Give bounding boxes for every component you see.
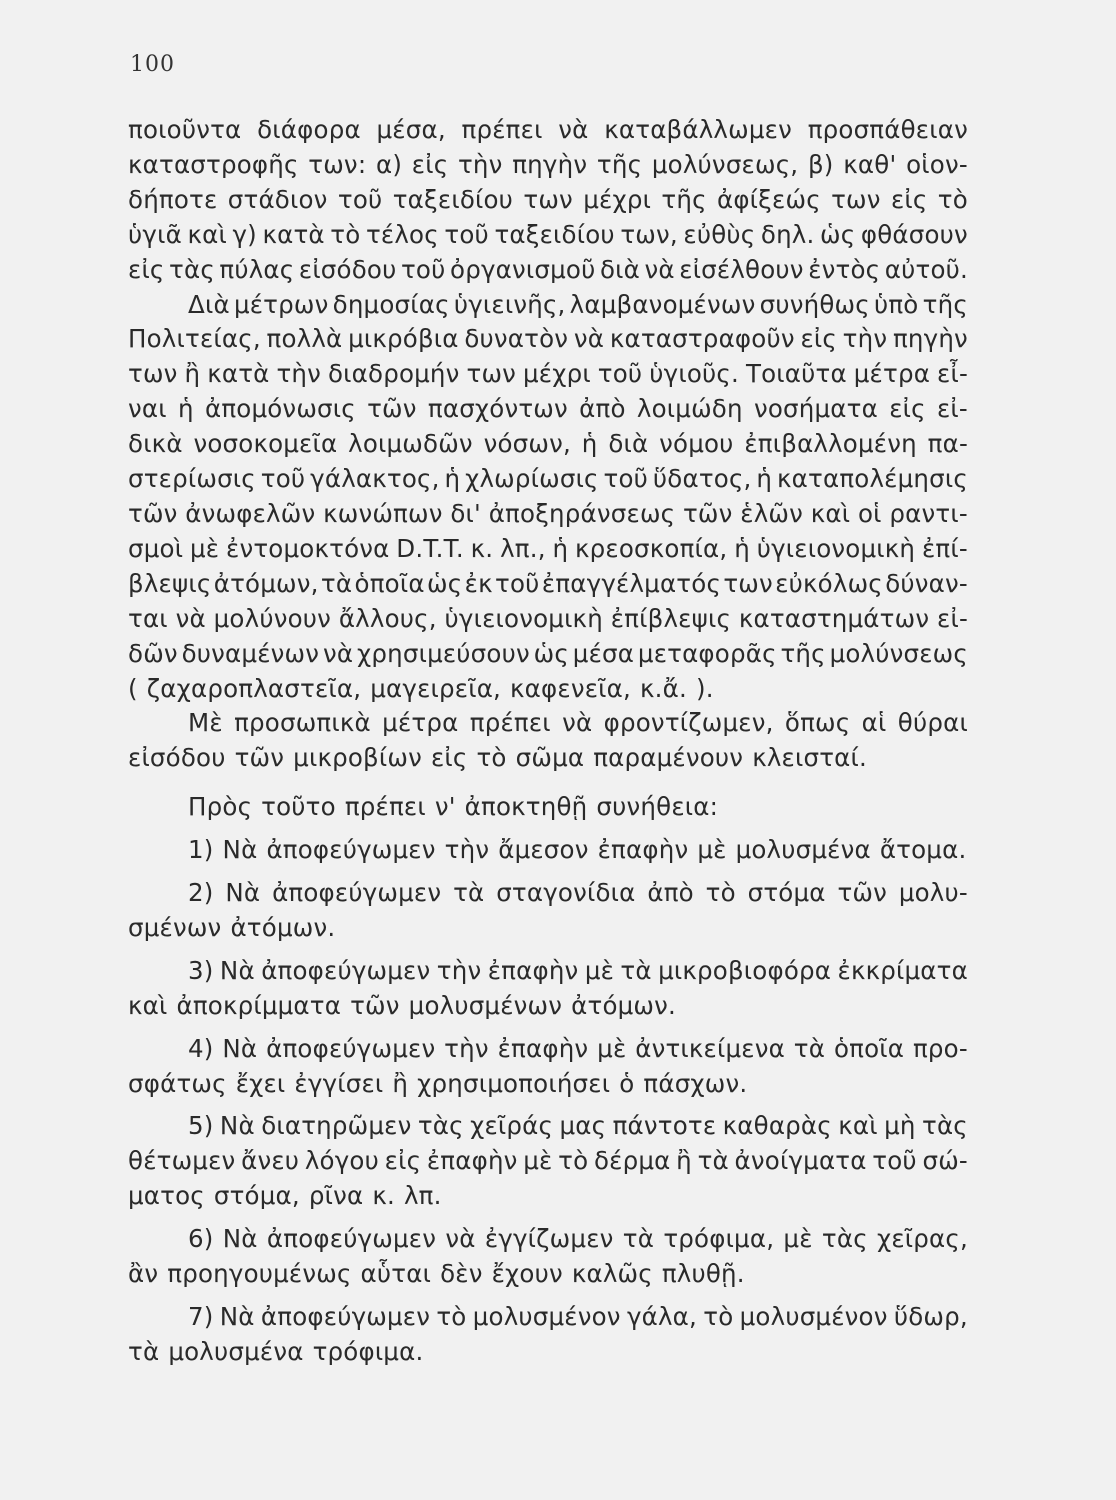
text-line: Διὰ μέτρων δημοσίας ὑγιεινῆς, λαμβανομένων συνήθως ὑπὸ τῆς bbox=[188, 289, 968, 319]
text-line: στερίωσις τοῦ γάλακτος, ἡ χλωρίωσις τοῦ ὕδατος, ἡ καταπολέμησις bbox=[128, 464, 968, 494]
text-line: 6) Νὰ ἀποφεύγωμεν νὰ ἐγγίζωμεν τὰ τρόφιμα, μὲ τὰς χεῖρας, bbox=[188, 1224, 968, 1254]
text-line: καταστροφῆς των: α) εἰς τὴν πηγὴν τῆς μολύνσεως, β) καθ' οἱον- bbox=[128, 149, 968, 179]
text-line: εἰς τὰς πύλας εἰσόδου τοῦ ὀργανισμοῦ διὰ νὰ εἰσέλθουν ἐντὸς αὐτοῦ. bbox=[128, 254, 968, 284]
text-line: τὰ μολυσμένα τρόφιμα. bbox=[128, 1336, 424, 1366]
text-line: Μὲ προσωπικὰ μέτρα πρέπει νὰ φροντίζωμεν, ὅπως αἱ θύραι bbox=[188, 708, 968, 738]
text-line: 5) Νὰ διατηρῶμεν τὰς χεῖράς μας πάντοτε καθαρὰς καὶ μὴ τὰς bbox=[188, 1111, 968, 1141]
text-line: σμένων ἀτόμων. bbox=[128, 912, 336, 942]
page-number: 100 bbox=[130, 52, 175, 77]
text-line: βλεψις ἀτόμων, τὰ ὁποῖα ὡς ἐκ τοῦ ἐπαγγέλματός των εὐκόλως δύναν- bbox=[128, 568, 968, 598]
text-line: ἂν προηγουμένως αὗται δὲν ἔχουν καλῶς πλυθῇ. bbox=[128, 1259, 745, 1289]
text-line: Πολιτείας, πολλὰ μικρόβια δυνατὸν νὰ καταστραφοῦν εἰς τὴν πηγὴν bbox=[128, 324, 968, 354]
text-line: θέτωμεν ἄνευ λόγου εἰς ἐπαφὴν μὲ τὸ δέρμα ἢ τὰ ἀνοίγματα τοῦ σώ- bbox=[128, 1146, 968, 1176]
text-line: 2) Νὰ ἀποφεύγωμεν τὰ σταγονίδια ἀπὸ τὸ στόμα τῶν μολυ- bbox=[188, 878, 968, 908]
text-line: 1) Νὰ ἀποφεύγωμεν τὴν ἄμεσον ἐπαφὴν μὲ μολυσμένα ἄτομα. bbox=[188, 835, 967, 865]
text-line: δήποτε στάδιον τοῦ ταξειδίου των μέχρι τῆς ἀφίξεώς των εἰς τὸ bbox=[128, 184, 968, 214]
text-line: 7) Νὰ ἀποφεύγωμεν τὸ μολυσμένον γάλα, τὸ μολυσμένον ὕδωρ, bbox=[188, 1302, 968, 1331]
text-line: δῶν δυναμένων νὰ χρησιμεύσουν ὡς μέσα μεταφορᾶς τῆς μολύνσεως bbox=[128, 638, 968, 668]
text-line: ὑγιᾶ καὶ γ) κατὰ τὸ τέλος τοῦ ταξειδίου των, εὐθὺς δηλ. ὡς φθάσουν bbox=[128, 219, 968, 249]
text-line: Πρὸς τοῦτο πρέπει ν' ἀποκτηθῇ συνήθεια: bbox=[188, 792, 719, 822]
text-line: τῶν ἀνωφελῶν κωνώπων δι' ἀποξηράνσεως τῶν ἑλῶν καὶ οἱ ραντι- bbox=[128, 498, 968, 528]
body-text bbox=[128, 113, 968, 1370]
text-line: καὶ ἀποκρίμματα τῶν μολυσμένων ἀτόμων. bbox=[128, 990, 677, 1020]
text-line: δικὰ νοσοκομεῖα λοιμωδῶν νόσων, ἡ διὰ νόμου ἐπιβαλλομένη πα- bbox=[128, 429, 968, 459]
text-line: 3) Νὰ ἀποφεύγωμεν τὴν ἐπαφὴν μὲ τὰ μικροβιοφόρα ἐκκρίματα bbox=[188, 955, 968, 985]
text-line: ναι ἡ ἀπομόνωσις τῶν πασχόντων ἀπὸ λοιμώδη νοσήματα εἰς εἰ- bbox=[128, 394, 968, 424]
text-line: ται νὰ μολύνουν ἄλλους, ὑγιειονομικὴ ἐπίβλεψις καταστημάτων εἰ- bbox=[128, 603, 968, 633]
text-line: των ἢ κατὰ τὴν διαδρομήν των μέχρι τοῦ ὑγιοῦς. Τοιαῦτα μέτρα εἶ- bbox=[128, 359, 968, 389]
text-line: σφάτως ἔχει ἐγγίσει ἢ χρησιμοποιήσει ὁ πάσχων. bbox=[128, 1068, 748, 1098]
text-line: ποιοῦντα διάφορα μέσα, πρέπει νὰ καταβάλλωμεν προσπάθειαν bbox=[128, 115, 968, 144]
text-line: εἰσόδου τῶν μικροβίων εἰς τὸ σῶμα παραμένουν κλεισταί. bbox=[128, 743, 867, 773]
text-line: ματος στόμα, ρῖνα κ. λπ. bbox=[128, 1181, 442, 1211]
text-line: ( ζαχαροπλαστεῖα, μαγειρεῖα, καφενεῖα, κ.ἄ. ). bbox=[128, 673, 714, 703]
text-line: σμοὶ μὲ ἐντομοκτόνα D.T.T. κ. λπ., ἡ κρεοσκοπία, ἡ ὑγιειονομικὴ ἐπί- bbox=[128, 533, 968, 563]
text-line: 4) Νὰ ἀποφεύγωμεν τὴν ἐπαφὴν μὲ ἀντικείμενα τὰ ὁποῖα προ- bbox=[188, 1033, 968, 1063]
